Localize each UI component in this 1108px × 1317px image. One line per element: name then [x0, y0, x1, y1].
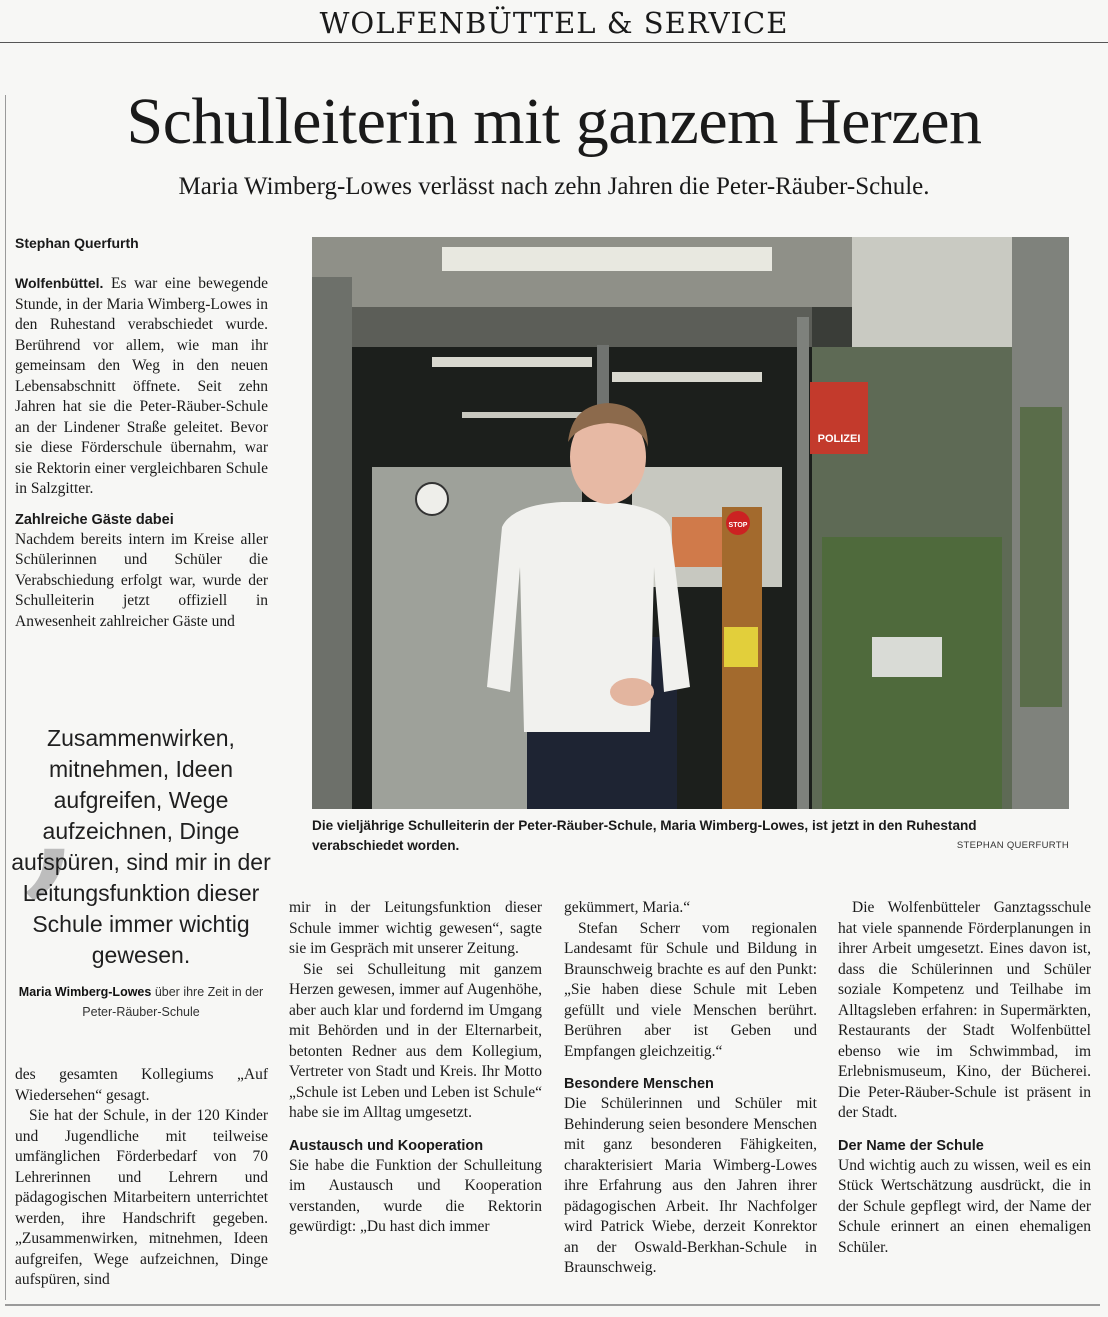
quote-mark-icon: , — [18, 677, 85, 922]
photo-caption: Die vieljährige Schulleiterin der Peter-Räuber-Schule, Maria Wimberg-Lowes, ist jetzt in den Ruhestand verabschiedet worden. — [312, 818, 977, 853]
pull-quote-attribution — [10, 982, 272, 1022]
stop-sign-text: STOP — [728, 522, 748, 529]
left-frame-rule — [5, 95, 6, 1300]
article-column-4 — [838, 898, 1091, 1258]
paragraph-name-der-schule: Und wichtig auch zu wissen, weil es ein Stück Wertschätzung ausdrückt, die in der Schule gepflegt wird, der Name der Schule erinnert an einen ehemaligen Schüler. — [838, 1156, 1091, 1256]
quote-author: Maria Wimberg-Lowes — [18, 985, 152, 999]
section-rule — [0, 42, 1108, 43]
paragraph-gekuemmert: gekümmert, Maria.“ — [564, 899, 691, 916]
photo-school-entrance — [312, 237, 1069, 809]
article-column-1-top — [15, 273, 268, 632]
article-column-3 — [564, 898, 817, 1279]
section-title: WOLFENBÜTTEL & SERVICE — [319, 6, 789, 40]
subheadline: Maria Wimberg-Lowes verlässt nach zehn Jahren die Peter-Räuber-Schule. — [178, 173, 930, 200]
paragraph-leitungsfunktion: mir in der Leitungsfunktion dieser Schule immer wichtig gewesen“, sagte sie im Gespräch mit unserer Zeitung. — [289, 899, 542, 957]
paragraph-austausch: Sie habe die Funktion der Schulleitung im Austausch und Kooperation verstanden, wurde die Rektorin gewürdigt: „Du hast dich immer — [289, 1156, 542, 1235]
pull-quote: Zusammenwirken, mitnehmen, Ideen aufgreifen, Wege aufzeichnen, Dinge aufspüren, sind mir in der Leitungsfunktion dieser Schule immer wichtig gewesen. — [11, 725, 271, 968]
paragraph-besondere-menschen: Die Schülerinnen und Schüler mit Behinderung seien besondere Menschen mit ganz besonderen Fähigkeiten, charakterisiert Maria Wimberg-Lowes ihre Erfahrung aus den Jahren ihrer pädagogischen Arbeit. Ihr Nachfolger wird Patrick Wiebe, derzeit Konrektor an der Oswald-Berkhan-Schule in Braunschweig. — [564, 1095, 817, 1276]
subtitle-gaeste: Zahlreiche Gäste dabei — [15, 511, 174, 528]
subtitle-austausch: Austausch und Kooperation — [289, 1137, 484, 1154]
photo-credit: STEPHAN QUERFURTH — [956, 840, 1069, 851]
subtitle-besondere-menschen: Besondere Menschen — [564, 1076, 714, 1092]
paragraph-handschrift: Sie hat der Schule, in der 120 Kinder und Jugendliche mit teilweise umfänglichen Förderbedarf von 70 Lehrerinnen und Lehrern und pädagogischen Mitarbeitern unterrichtet werden, ihre Handschrift gegeben. „Zusammenwirken, mitnehmen, Ideen aufgreifen, Wege aufzeichnen, Dinge aufspüren, sind — [15, 1107, 268, 1288]
paragraph-gaeste: Nachdem bereits intern im Kreise aller Schülerinnen und Schüler die Verabschiedung erfolgt war, wurde der Schulleiterin jetzt offiziell in Anwesenheit zahlreicher Gäste und — [15, 530, 268, 630]
paragraph-scherr: Stefan Scherr vom regionalen Landesamt für Schule und Bildung in Braunschweig brachte es auf den Punkt: „Sie haben diese Schule mit Leben gefüllt und viele Menschen berührt. Berühren aber ist Geben und Empfangen gleichzeitig.“ — [564, 919, 817, 1060]
subtitle-name-der-schule: Der Name der Schule — [838, 1137, 984, 1154]
quote-context: über ihre Zeit in der Peter-Räuber-Schule — [82, 985, 264, 1019]
dateline: Wolfenbüttel. — [15, 275, 104, 291]
article-column-1-bottom — [15, 1065, 268, 1291]
article-photo — [312, 237, 1069, 809]
article-column-2 — [289, 898, 542, 1238]
author-byline: Stephan Querfurth — [15, 235, 139, 251]
intro-paragraph: Es war eine bewegende Stunde, in der Maria Wimberg-Lowes in den Ruhestand verabschiedet wurde. Berührend vor allem, wie man ihr gemeinsam den Weg in den neuen Lebensabschnitt öffnete. Seit zehn Jahren hat sie die Peter-Räuber-Schule an der Lindener Straße geleitet. Bevor sie diese Förderschule übernahm, war sie Rektorin einer vergleichbaren Schule in Salzgitter. — [15, 275, 269, 497]
headline: Schulleiterin mit ganzem Herzen — [126, 85, 982, 158]
bottom-frame-rule — [5, 1304, 1100, 1306]
police-sign-text: POLIZEI — [817, 433, 861, 445]
paragraph-ganztagsschule: Die Wolfenbütteler Ganztagsschule hat viele spannende Förderplanungen in ihrer Arbeit umgesetzt. Eines davon ist, dass die Schülerinnen und Schüler soziale Kompetenz und Teilhabe im Alltagsleben erfahren: in Supermärkten, Restaurants der Stadt Wolfenbüttel ebenso wie im Schwimmbad, im Erlebnismuseum, Kino, der Bücherei. Die Peter-Räuber-Schule ist präsent in der Stadt. — [838, 899, 1091, 1121]
paragraph-kollegium: des gesamten Kollegiums „Auf Wiedersehen“ gesagt. — [15, 1066, 268, 1104]
paragraph-herzen: Sie sei Schulleitung mit ganzem Herzen gewesen, immer auf Augenhöhe, aber auch klar und fordernd im Umgang mit Behörden und in der Elternarbeit, betonten Redner aus dem Kollegium, Vertreter von Stadt und Kreis. Ihr Motto „Schule ist Leben und Leben ist Schule“ habe sie im Alltag umgesetzt. — [289, 960, 542, 1121]
